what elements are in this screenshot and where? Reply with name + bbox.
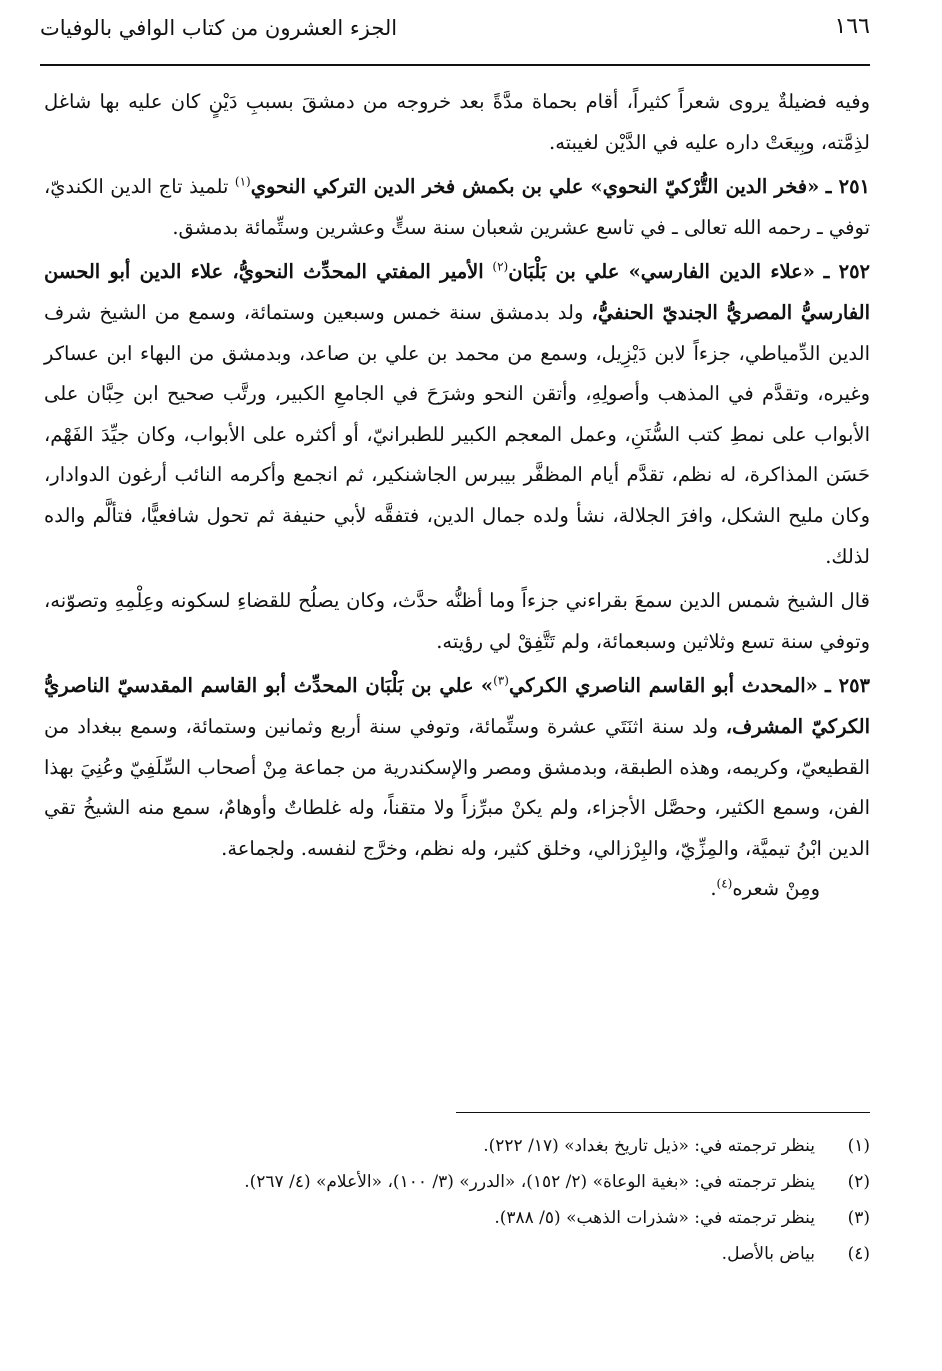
footnote-label: (٣): [847, 1208, 870, 1228]
footnote-ref[interactable]: (٣): [493, 673, 509, 688]
running-title: الجزء العشرون من كتاب الوافي بالوفيات: [40, 16, 398, 40]
footnote-1: [60, 1128, 870, 1164]
footnote-text: ينظر ترجمته في: «بغية الوعاة» (٢/ ١٥٢)، «الدرر» (٣/ ١٠٠)، «الأعلام» (٤/ ٢٦٧).: [244, 1172, 815, 1192]
footnote-2: [60, 1164, 870, 1200]
footnote-text: ينظر ترجمته في: «ذيل تاريخ بغداد» (١٧/ ٢٢٢).: [483, 1136, 815, 1156]
page-header: [40, 14, 870, 50]
footnote-ref[interactable]: (٢): [492, 259, 509, 274]
entry-title: «المحدث أبو القاسم الناصري الكركي: [508, 674, 818, 698]
footnote-label: (١): [847, 1136, 870, 1156]
paragraph-text: وفيه فضيلةٌ يروى شعراً كثيراً، أقام بحماة مدَّةً بعد خروجه من دمشقَ بسببِ دَيْنٍ كان عليه بها شاغل لذِمَّته، وبِيعَتْ داره عليه في الدَّيْن لغيبته.: [44, 90, 870, 154]
entry-number: ٢٥٢ ـ: [823, 260, 871, 284]
entry-number: ٢٥٣ ـ: [825, 674, 871, 698]
poetry-end: .: [710, 877, 717, 901]
entry-text: ولد بدمشق سنة خمس وسبعين وستمائة، وسمع من الشيخ شرف الدين الدِّمياطي، جزءاً لابن دَيْزِيل، وسمع من محمد بن علي بن صاعد، وبدمشق من البهاء ابن عساكر وغيره، وتقدَّم في المذهب وأصولِهِ، وأتقن النحو وشرَحَ في الجامعِ الكبير، ورتَّب صحيح ابن حِبَّان على الأبواب على نمطِ كتب السُّنَنِ، وعمل المعجم الكبير للطبرانيّ، أو أكثره على الأبواب، وكان جيِّدَ الفَهْم، حَسَن المذاكرة، له نظم، تقدَّم أيام المظفَّر بيبرس الجاشنكير، ثم انجمع وأكرمه النائب أرغون الدوادار، وكان مليح الشكل، وافرَ الجلالة، نشأ ولده جمال الدين، فتفقَّه لأبي حنيفة ثم تحول شافعيًّا، فتألَّم والده لذلك.: [44, 300, 870, 568]
poetry-intro: [44, 869, 870, 910]
paragraph-intro: [44, 82, 870, 163]
footnote-ref[interactable]: (٤): [716, 876, 733, 891]
poetry-text: ومِنْ شعره: [732, 877, 820, 901]
footnote-label: (٢): [847, 1172, 870, 1192]
header-divider: [40, 64, 870, 66]
main-text: [44, 82, 870, 910]
footnote-ref[interactable]: (١): [234, 174, 251, 189]
entry-title: «فخر الدين التُّرْكيّ النحوي» علي بن بكمش فخر الدين التركي النحوي: [250, 175, 820, 199]
paragraph-text: قال الشيخ شمس الدين سمعَ بقراءني جزءاً وما أظنُّه حدَّث، وكان يصلُح للقضاءِ لسكونه وعِلْمِهِ وتصوّنه، وتوفي سنة تسع وثلاثين وسبعمائة، ولم تَتَّفِقْ لي رؤيته.: [44, 589, 870, 653]
entry-title-continuation: الأمير المفتي المحدِّث النحويُّ، علاء الدين أبو الحسن الفارسيُّ المصريُّ الجنديّ الحنفيُّ،: [44, 260, 871, 324]
footnote-4: [60, 1236, 870, 1272]
entry-title-close: »: [480, 674, 494, 698]
footnote-divider: [456, 1112, 870, 1113]
footnote-text: ينظر ترجمته في: «شذرات الذهب» (٥/ ٣٨٨).: [494, 1208, 815, 1228]
entry-253: [44, 666, 870, 869]
entry-text: تلميذ تاج الدين الكنديّ، توفي ـ رحمه الله تعالى ـ في تاسع عشرين شعبان سنة ستٍّ وعشرين وستِّمائة بدمشق.: [44, 175, 870, 239]
footnote-3: [60, 1200, 870, 1236]
entry-title: «علاء الدين الفارسي» علي بن بَلْبَان: [508, 260, 815, 284]
entry-text: ولد سنة اثنَتَي عشرة وستِّمائة، وتوفي سنة أربع وثمانين وستمائة، وسمع ببغداد من القطيعيّ، وكريمه، وهذه الطبقة، وبدمشق ومصر والإسكندرية من جماعة مِنْ أصحاب السِّلَفِيّ وعُنِيَ بهذا الفن، وسمع الكثير، وحصَّل الأجزاء، ولم يكنْ مبرِّزاً ولا متقناً، وله غلطاتٌ وأوهامٌ، سمع منه الشيخُ تقي الدين ابْنُ تيميَّة، والمِزِّيّ، والبِرْزالي، وخلق كثير، وله نظم، وخرَّج لنفسه. ولجماعة.: [44, 714, 870, 860]
footnote-text: بياض بالأصل.: [721, 1244, 815, 1264]
entry-251: [44, 167, 870, 248]
footnote-label: (٤): [847, 1244, 870, 1264]
paragraph-quote: [44, 581, 870, 662]
page-number: ١٦٦: [834, 14, 870, 39]
footnotes: [60, 1128, 870, 1272]
entry-number: ٢٥١ ـ: [825, 175, 871, 199]
entry-252: [44, 252, 870, 577]
entry-title-continuation: علي بن بَلْبَان المحدِّث أبو القاسم المقدسيّ الناصريُّ الكركيّ المشرف،: [44, 674, 870, 738]
